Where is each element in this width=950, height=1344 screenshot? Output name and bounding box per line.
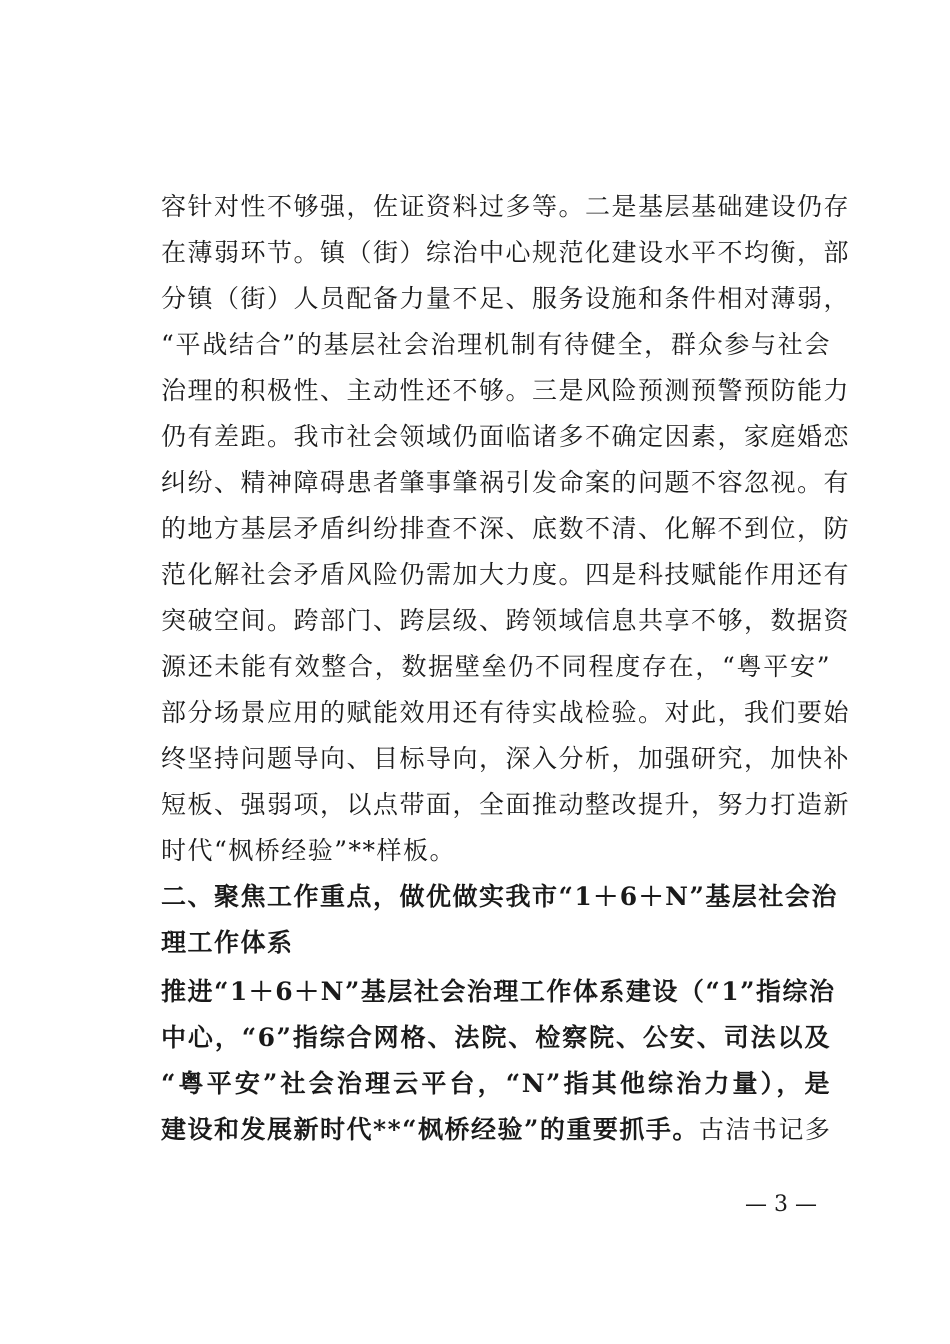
bold-paragraph-line: 推进“1＋6＋N”基层社会治理工作体系建设（“1”指综治 <box>161 977 836 1006</box>
body-line: 治理的积极性、主动性还不够。三是风险预测预警预防能力 <box>161 376 851 405</box>
body-line: 在薄弱环节。镇（街）综治中心规范化建设水平不均衡，部 <box>161 238 851 267</box>
bold-paragraph-line: “粤平安”社会治理云平台，“N”指其他综治力量），是 <box>161 1069 831 1098</box>
bold-text-run: 建设和发展新时代**“枫桥经验”的重要抓手。 <box>161 1115 699 1144</box>
normal-text-run: 古洁书记多 <box>698 1115 832 1144</box>
body-line: 范化解社会矛盾风险仍需加大力度。四是科技赋能作用还有 <box>161 560 851 589</box>
body-line: 短板、强弱项，以点带面，全面推动整改提升，努力打造新 <box>161 790 851 819</box>
bold-paragraph-line: 中心，“6”指综合网格、法院、检察院、公安、司法以及 <box>161 1023 831 1052</box>
mixed-paragraph-line <box>161 1110 831 1150</box>
body-line: 容针对性不够强，佐证资料过多等。二是基层基础建设仍存 <box>161 192 851 221</box>
page-number: — 3 — <box>745 1192 817 1217</box>
section-heading-line: 理工作体系 <box>161 928 294 957</box>
body-line: 突破空间。跨部门、跨层级、跨领域信息共享不够，数据资 <box>161 606 851 635</box>
body-line: 终坚持问题导向、目标导向，深入分析，加强研究，加快补 <box>161 744 851 773</box>
body-line: “平战结合”的基层社会治理机制有待健全，群众参与社会 <box>161 330 831 359</box>
body-line: 分镇（街）人员配备力量不足、服务设施和条件相对薄弱， <box>161 284 851 313</box>
body-line: 部分场景应用的赋能效用还有待实战检验。对此，我们要始 <box>161 698 851 727</box>
body-line: 仍有差距。我市社会领域仍面临诸多不确定因素，家庭婚恋 <box>161 422 851 451</box>
body-line: 纠纷、精神障碍患者肇事肇祸引发命案的问题不容忽视。有 <box>161 468 851 497</box>
body-line: 时代“枫桥经验”**样板。 <box>161 836 457 865</box>
body-line: 的地方基层矛盾纠纷排查不深、底数不清、化解不到位，防 <box>161 514 851 543</box>
body-line: 源还未能有效整合，数据壁垒仍不同程度存在，“粤平安” <box>161 652 831 681</box>
section-heading-line: 二、聚焦工作重点，做优做实我市“1＋6＋N”基层社会治 <box>161 882 838 911</box>
